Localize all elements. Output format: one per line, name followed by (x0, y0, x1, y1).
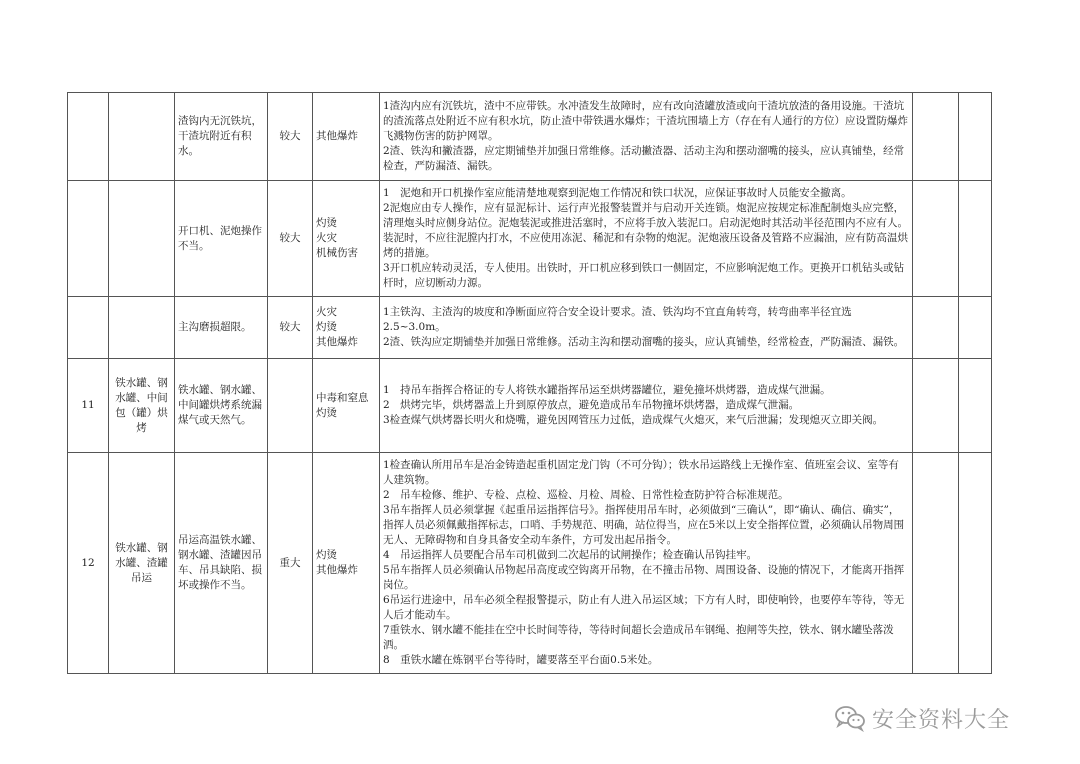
row-number (68, 181, 109, 297)
measure-item: 2渣、铁沟和撇渣器，应定期铺垫并加强日常维修。活动撇渣器、活动主沟和摆动溜嘴的接头，应认真铺垫，经常检查，严防漏渣、漏铁。 (383, 145, 905, 172)
measure-item: 1主铁沟、主渣沟的坡度和净断面应符合安全设计要求。渣、铁沟均不宜直角转弯，转弯曲率半径宜选2.5~3.0m。 (383, 306, 852, 333)
watermark-text: 安全资料大全 (872, 707, 1011, 733)
measure-item: 5吊车指挥人员必须确认吊物起吊高度或空钩离开吊物，在不撞击吊物、周围设备、设施的情况下，才能离开指挥岗位。 (383, 564, 905, 591)
risk-level-cell: 较大 (268, 181, 313, 297)
table-row (68, 181, 992, 297)
measure-item: 4 吊运指挥人员要配合吊车司机做到二次起吊的试闸操作；检查确认吊钩挂牢。 (383, 549, 758, 561)
activity-cell: 铁水罐、钢水罐、渣罐吊运 (109, 453, 175, 674)
hazard-location-cell: 渣钩内无沉铁坑，干渣坑附近有积水。 (175, 93, 268, 181)
measure-item: 1 持吊车指挥合格证的专人将铁水罐指挥吊运至烘烤器罐位，避免撞坏烘烤器，造成煤气泄漏。 (383, 384, 831, 396)
row-number: 12 (68, 453, 109, 674)
control-measures-cell (380, 359, 913, 453)
measure-item: 3检查煤气烘烤器长明火和烧嘴，避免因网管压力过低，造成煤气火熄灭，来气后泄漏；发现熄灭立即关阀。 (383, 414, 884, 426)
control-measures-cell (380, 453, 913, 674)
table-row (68, 359, 992, 453)
row-number: 11 (68, 359, 109, 453)
risk-level-cell (268, 359, 313, 453)
accident-type-cell: 灼烫 火灾 机械伤害 (313, 181, 380, 297)
measure-item: 2泥炮应由专人操作，应有显泥标计、运行声光报警装置并与启动开关连锁。炮泥应按规定标准配制炮头应完整，清理炮头时应侧身站位。泥炮装泥或推进活塞时，不应将手放入装泥口。启动泥炮时其活动半径范围内不应有人。装泥时，不应往泥膛内打水，不应使用冻泥、稀泥和有杂物的炮泥。泥炮液压设备及管路不应漏油，应有防高温烘烤的措施。 (383, 202, 908, 259)
hazard-location-cell: 开口机、泥炮操作不当。 (175, 181, 268, 297)
measure-item: 1 泥炮和开口机操作室应能清楚地观察到泥炮工作情况和铁口状况，应保证事故时人员能安全撤离。 (383, 187, 852, 199)
measure-item: 3开口机应转动灵活，专人使用。出铁时，开口机应移到铁口一侧固定，不应影响泥炮工作。更换开口机钻头或钻杆时，应切断动力源。 (383, 262, 905, 289)
risk-level-cell: 重大 (268, 453, 313, 674)
measure-item: 2 吊车检修、维护、专检、点检、巡检、月检、周检、日常性检查防护符合标准规范。 (383, 489, 789, 501)
table-row (68, 93, 992, 181)
measure-item: 2 烘烤完毕，烘烤器盖上升到原停放点，避免造成吊车吊物撞坏烘烤器，造成煤气泄漏。 (383, 399, 800, 411)
activity-cell (109, 181, 175, 297)
empty-cell (913, 181, 959, 297)
empty-cell (913, 297, 959, 359)
empty-cell (913, 93, 959, 181)
table-body (68, 93, 992, 674)
measure-item: 1渣沟内应有沉铁坑，渣中不应带铁。水冲渣发生故障时，应有改向渣罐放渣或向干渣坑放渣的备用设施。干渣坑的渣流落点处附近不应有积水坑，防止渣中带铁遇水爆炸；干渣坑围墙上方（存在有人通行的方位）应设置防爆炸飞溅物伤害的防护网罩。 (383, 100, 908, 142)
wechat-icon (834, 704, 866, 732)
hazard-location-cell: 铁水罐、钢水罐、中间罐烘烤系统漏煤气或天然气。 (175, 359, 268, 453)
empty-cell (959, 181, 992, 297)
measure-item: 3吊车指挥人员必须掌握《起重吊运指挥信号》。指挥使用吊车时，必须做到“三确认”，即“确认、确信、确实”，指挥人员必须佩戴指挥标志，口哨、手势规范、明确，站位得当，应在5米以上安全指挥位置，必须确认吊物周围无人、无障碍物和自身具备安全动车条件，方可发出起吊指令。 (383, 504, 905, 546)
table-row (68, 297, 992, 359)
risk-table (67, 92, 992, 674)
empty-cell (913, 359, 959, 453)
activity-cell: 铁水罐、钢水罐、中间包（罐）烘烤 (109, 359, 175, 453)
control-measures-cell (380, 297, 913, 359)
accident-type-cell: 灼烫 其他爆炸 (313, 453, 380, 674)
measure-item: 7重铁水、钢水罐不能挂在空中长时间等待，等待时间超长会造成吊车钢绳、抱闸等失控，铁水、钢水罐坠落泼洒。 (383, 624, 894, 651)
empty-cell (959, 359, 992, 453)
risk-level-cell: 较大 (268, 297, 313, 359)
watermark (834, 700, 1048, 736)
measure-item: 6吊运行进途中，吊车必须全程报警提示，防止有人进入吊运区域；下方有人时，即使响铃，也要停车等待，等无人后才能动车。 (383, 594, 905, 621)
row-number (68, 93, 109, 181)
hazard-location-cell: 主沟磨损超限。 (175, 297, 268, 359)
risk-level-cell: 较大 (268, 93, 313, 181)
row-number (68, 297, 109, 359)
empty-cell (959, 453, 992, 674)
hazard-location-cell: 吊运高温铁水罐、钢水罐、渣罐因吊车、吊具缺陷、损坏或操作不当。 (175, 453, 268, 674)
empty-cell (959, 297, 992, 359)
accident-type-cell: 中毒和窒息 灼烫 (313, 359, 380, 453)
measure-item: 1检查确认所用吊车是冶金铸造起重机固定龙门钩（不可分钩）；铁水吊运路线上无操作室、值班室会议、室等有人建筑物。 (383, 459, 899, 486)
control-measures-cell (380, 93, 913, 181)
measure-item: 8 重铁水罐在炼钢平台等待时，罐要落至平台面0.5米处。 (383, 654, 659, 666)
empty-cell (913, 453, 959, 674)
measure-item: 2渣、铁沟应定期铺垫并加强日常维修。活动主沟和摆动溜嘴的接头，应认真铺垫，经常检查，严防漏渣、漏铁。 (383, 336, 905, 348)
accident-type-cell: 火灾 灼烫 其他爆炸 (313, 297, 380, 359)
activity-cell (109, 93, 175, 181)
accident-type-cell: 其他爆炸 (313, 93, 380, 181)
table-row (68, 453, 992, 674)
activity-cell (109, 297, 175, 359)
control-measures-cell (380, 181, 913, 297)
empty-cell (959, 93, 992, 181)
